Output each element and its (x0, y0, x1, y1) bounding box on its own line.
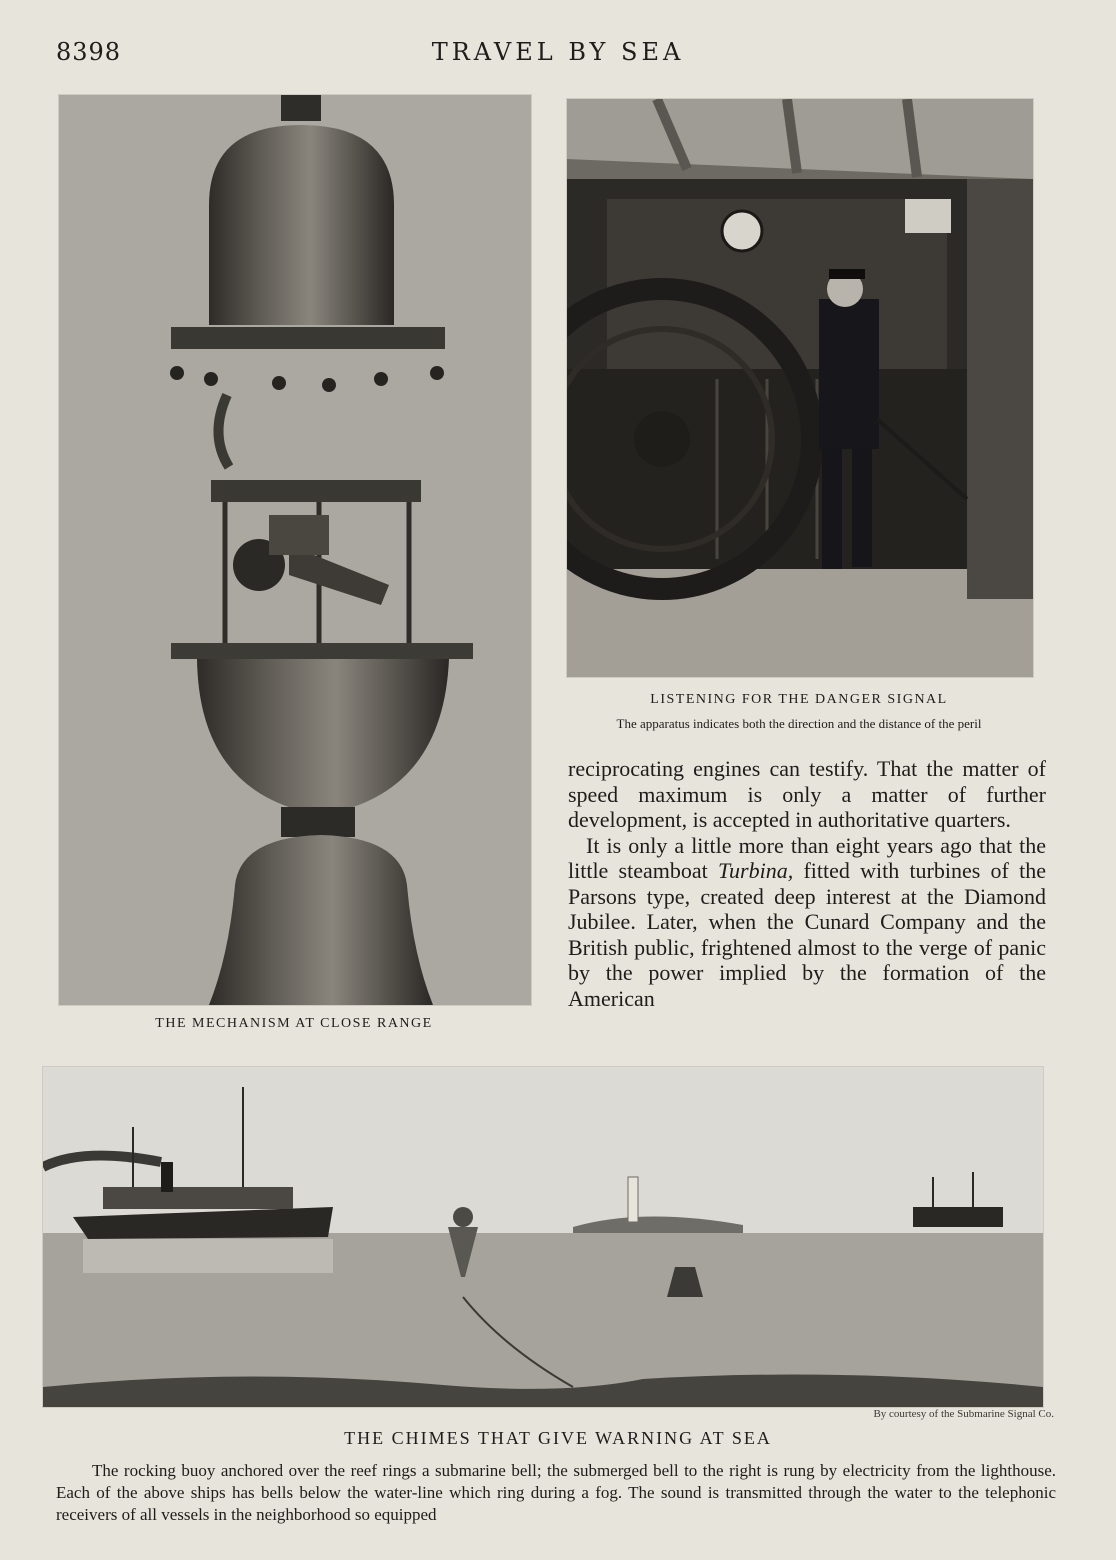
illustration-credit: By courtesy of the Submarine Signal Co. (873, 1408, 1054, 1420)
body-paragraph-2-start: It is only a little more than eight years ago that the little steamboat (568, 832, 1046, 883)
bridge-room-illustration (567, 99, 1033, 677)
signal-mechanism-illustration (59, 95, 531, 1005)
listening-caption: LISTENING FOR THE DANGER SIGNAL (650, 692, 948, 707)
chimes-description: The rocking buoy anchored over the reef rings a submarine bell; the submerged bell to the right is rung by electricity from the lighthouse. Each of the above ships has bells below the water-line which ring during a fog. The sound is transmitted through the water to the telephonic receivers of all vessels in the neighborhood so equipped (56, 1461, 1056, 1524)
body-paragraph-2 (568, 833, 1046, 1012)
running-head: TRAVEL BY SEA (431, 38, 685, 66)
listening-photo (566, 98, 1034, 678)
body-paragraph-1: reciprocating engines can testify. That the matter of speed maximum is only a matter of further development, is accepted in authoritative quarters. (568, 756, 1046, 832)
turbina-italic: Turbina, (718, 858, 794, 883)
mechanism-caption: THE MECHANISM AT CLOSE RANGE (155, 1016, 433, 1031)
listening-subcaption: The apparatus indicates both the direction and the distance of the peril (616, 716, 982, 731)
sea-scene-illustration (43, 1067, 1043, 1407)
body-text (568, 756, 1046, 1011)
page-number: 8398 (56, 38, 122, 66)
body-paragraph-2-end: fitted with turbines of the Parsons type, created deep interest at the Diamond Jubilee. Later, when the Cunard Company and the British public, frightened almost to the verge of panic by the power implied by the formation of the American (568, 858, 1046, 1011)
chimes-caption: THE CHIMES THAT GIVE WARNING AT SEA (344, 1428, 772, 1448)
chimes-illustration (42, 1066, 1044, 1408)
mechanism-photo (58, 94, 532, 1006)
